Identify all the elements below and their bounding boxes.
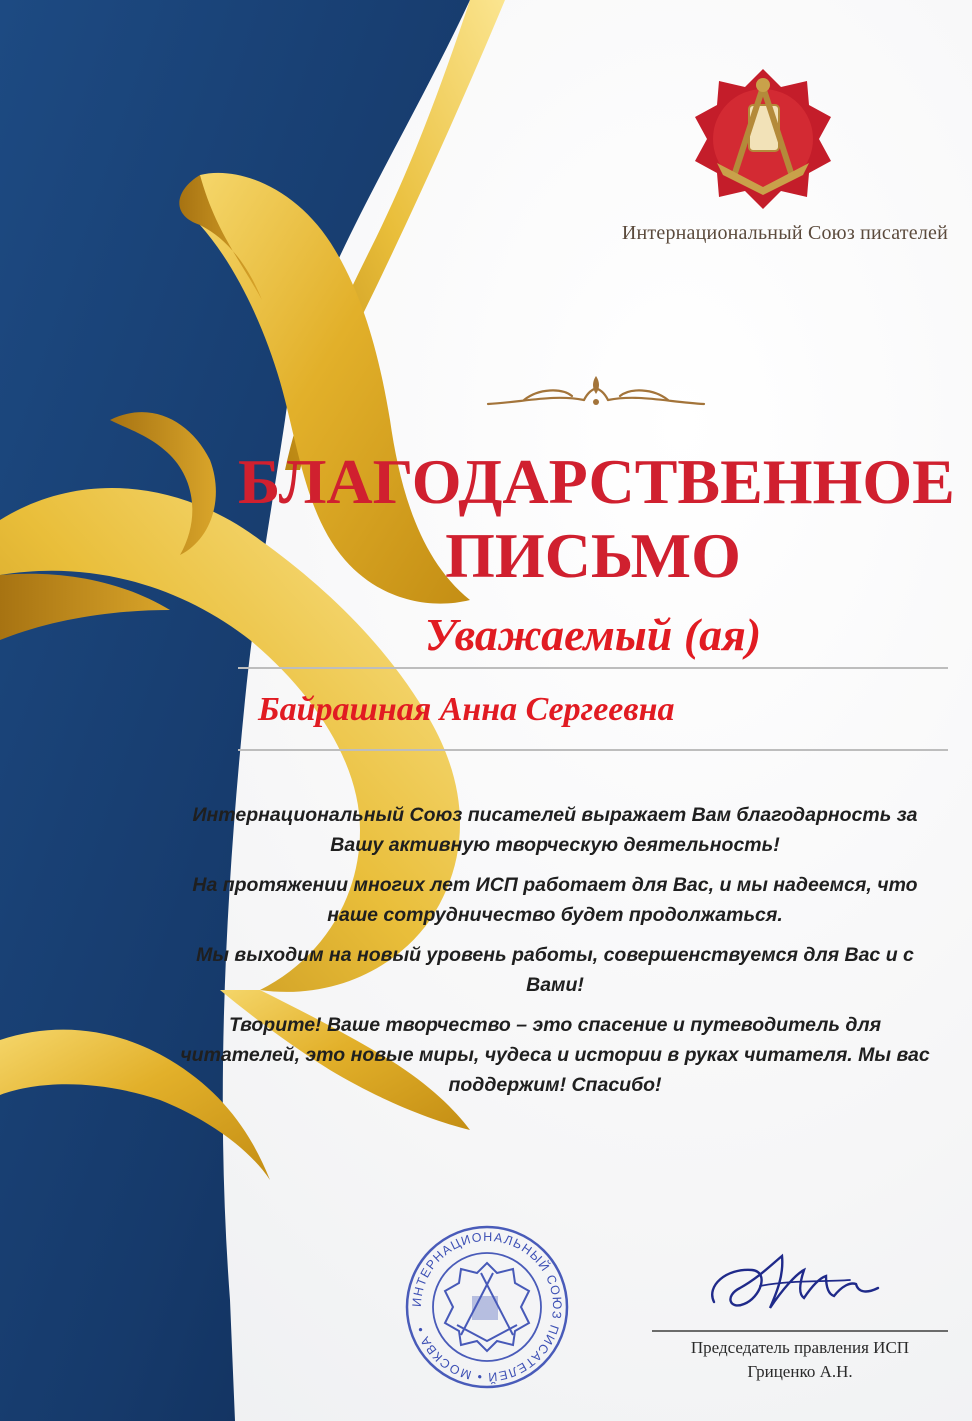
signatory-position: Председатель правления ИСП <box>690 1338 910 1357</box>
signature-line <box>652 1330 948 1332</box>
recipient-name: Байрашная Анна Сергеевна <box>258 691 675 728</box>
writers-union-emblem-icon <box>688 64 838 214</box>
organization-name: Интернациональный Союз писателей <box>621 222 948 244</box>
signatory-name: Гриценко А.Н. <box>747 1362 853 1381</box>
title-line-1: БЛАГОДАРСТВЕННОЕ <box>238 446 955 517</box>
title-line-2: ПИСЬМО <box>445 520 741 591</box>
signature-icon <box>700 1246 890 1326</box>
document-title <box>238 445 955 593</box>
divider-line <box>238 667 948 669</box>
letter-body <box>170 800 940 1110</box>
body-paragraph: Творите! Ваше творчество – это спасение и путеводитель для читателей, это новые миры, чудеса и истории в руках читателя. Мы вас поддержим! Спасибо! <box>180 1014 930 1096</box>
signatory-block <box>640 1336 960 1384</box>
ornament-divider-icon <box>484 374 708 416</box>
body-paragraph: Интернациональный Союз писателей выражает Вам благодарность за Вашу активную творческую деятельность! <box>192 804 918 856</box>
greeting: Уважаемый (ая) <box>424 609 762 660</box>
svg-text:ИНТЕРНАЦИОНАЛЬНЫЙ СОЮЗ ПИСАТЕЛ: ИНТЕРНАЦИОНАЛЬНЫЙ СОЮЗ ПИСАТЕЛЕЙ • МОСКВА • <box>409 1229 565 1385</box>
official-stamp-icon <box>402 1222 572 1392</box>
divider-line <box>238 749 948 751</box>
body-paragraph: На протяжении многих лет ИСП работает для Вас, и мы надеемся, что наше сотрудничество будет продолжаться. <box>192 874 918 926</box>
body-paragraph: Мы выходим на новый уровень работы, совершенствуемся для Вас и с Вами! <box>196 944 914 996</box>
